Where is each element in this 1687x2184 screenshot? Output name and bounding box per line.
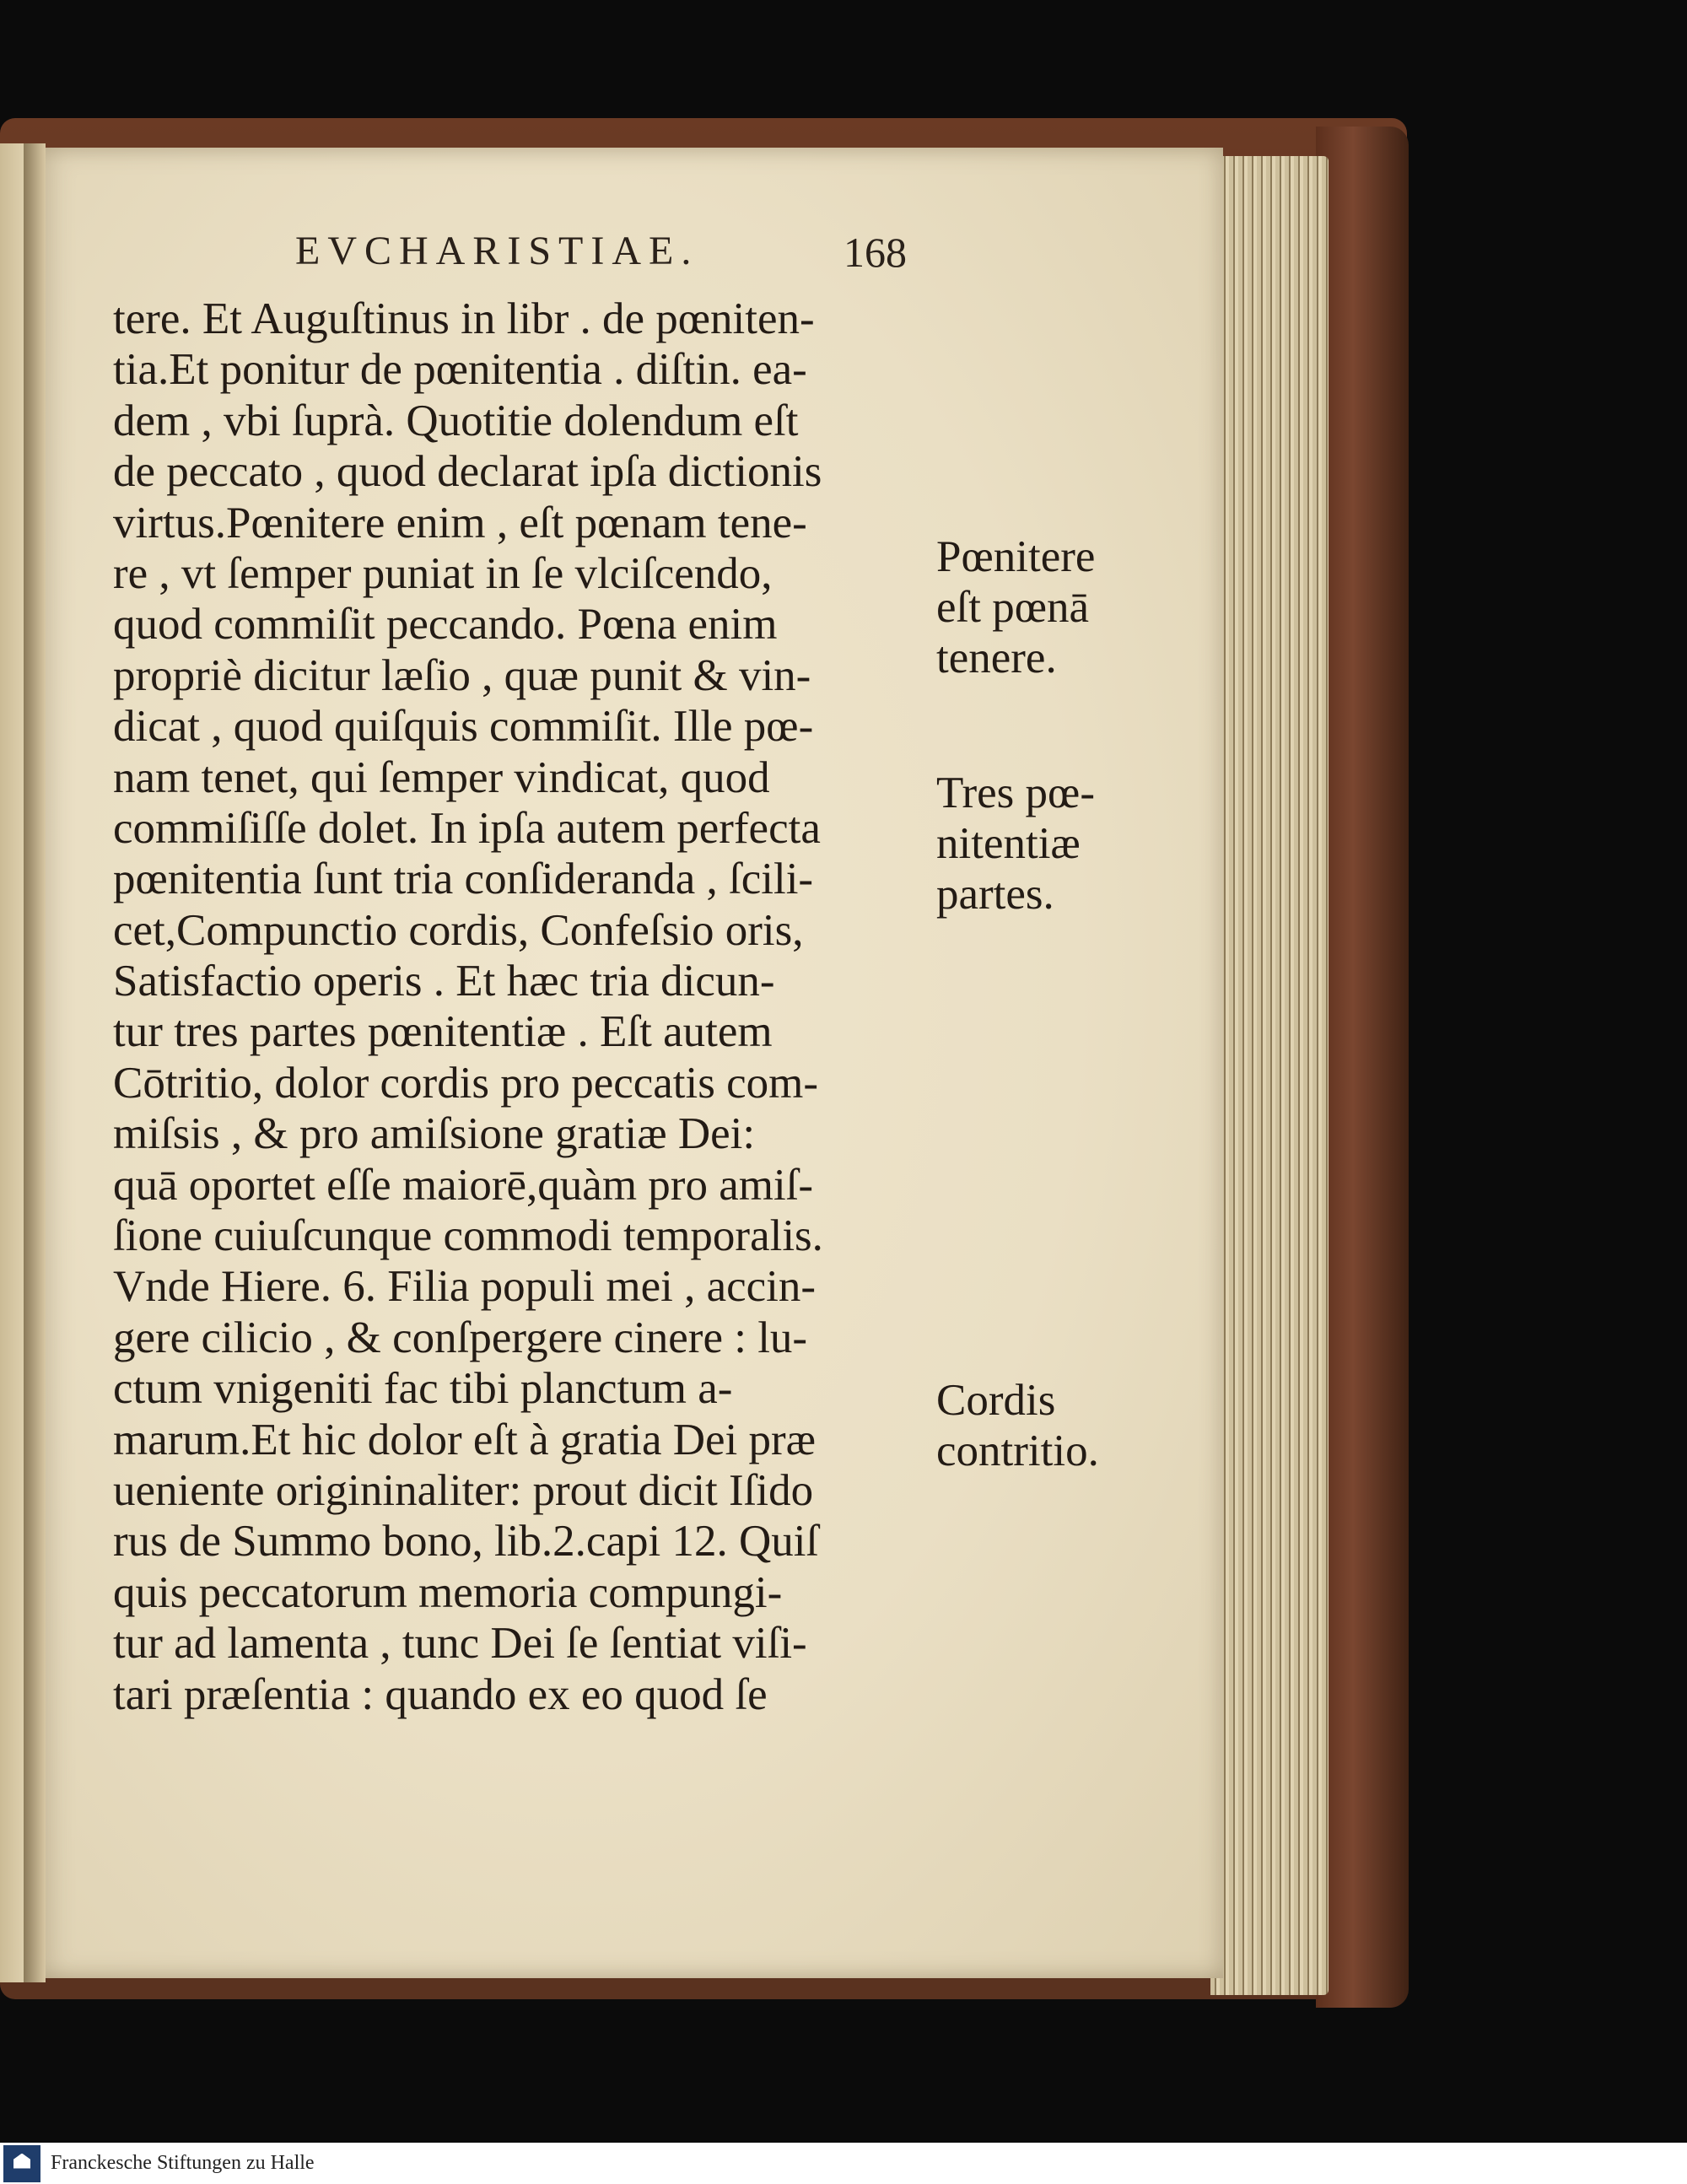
text-line: tari præſentia : quando ex eo quod ſe bbox=[113, 1669, 768, 1719]
marginal-line: contritio. bbox=[936, 1426, 1099, 1475]
text-line: ctum vnigeniti fac tibi planctum a- bbox=[113, 1364, 733, 1414]
text-line: quā oportet eſſe maiorē,quàm pro amiſ- bbox=[113, 1160, 814, 1210]
text-line: marum.Et hic dolor eſt à gratia Dei præ bbox=[113, 1415, 817, 1464]
text-line: ueniente origininaliter: prout dicit Iſido bbox=[113, 1465, 814, 1515]
text-line: Cōtritio, dolor cordis pro peccatis com- bbox=[113, 1058, 819, 1108]
text-line: dem , vbi ſuprà. Quotitie dolendum eſt bbox=[113, 396, 799, 445]
book-spine-edge bbox=[1316, 127, 1409, 2008]
footer-label: Franckesche Stiftungen zu Halle bbox=[51, 2152, 315, 2174]
footer-bar bbox=[0, 2143, 1687, 2184]
text-line: rus de Summo bono, lib.2.capi 12. Quiſ bbox=[113, 1517, 819, 1567]
text-line: tur ad lamenta , tunc Dei ſe ſentiat viſi- bbox=[113, 1619, 807, 1669]
text-line: quis peccatorum memoria compungi- bbox=[113, 1567, 783, 1617]
text-line: nam tenet, qui ſemper vindicat, quod bbox=[113, 752, 770, 802]
text-line: Satisfactio operis . Et hæc tria dicun- bbox=[113, 957, 775, 1006]
running-head: EVCHARISTIAE. bbox=[295, 229, 699, 273]
marginal-line: Pœnitere bbox=[936, 532, 1096, 581]
page-edges bbox=[1210, 156, 1329, 1995]
text-line: quod commiſit peccando. Pœna enim bbox=[113, 600, 778, 650]
marginal-line: eſt pœnā bbox=[936, 583, 1090, 632]
marginal-note bbox=[936, 1375, 1099, 1476]
text-line: ſione cuiuſcunque commodi temporalis. bbox=[113, 1211, 823, 1261]
marginal-line: Cordis bbox=[936, 1376, 1056, 1425]
page-gutter bbox=[24, 143, 46, 1982]
marginal-line: partes. bbox=[936, 870, 1054, 919]
text-line: pœnitentia ſunt tria conſideranda , ſcili- bbox=[113, 855, 814, 904]
page-number: 168 bbox=[844, 229, 907, 276]
body-text bbox=[113, 294, 923, 1720]
text-line: gere cilicio , & conſpergere cinere : lu- bbox=[113, 1313, 808, 1362]
text-line: tia.Et ponitur de pœnitentia . diſtin. ea- bbox=[113, 345, 807, 395]
marginal-note bbox=[936, 768, 1095, 919]
text-line: commiſiſſe dolet. In ipſa autem perfecta bbox=[113, 803, 821, 853]
text-line: cet,Compunctio cordis, Confeſsio oris, bbox=[113, 905, 804, 955]
text-line: re , vt ſemper puniat in ſe vlciſcendo, bbox=[113, 548, 773, 598]
marginal-line: nitentiæ bbox=[936, 819, 1081, 868]
marginal-note bbox=[936, 531, 1095, 683]
institution-logo-icon bbox=[3, 2145, 40, 2182]
text-line: dicat , quod quiſquis commiſit. Ille pœ- bbox=[113, 702, 814, 752]
text-line: propriè dicitur læſio , quæ punit & vin- bbox=[113, 650, 811, 700]
text-line: virtus.Pœnitere enim , eſt pœnam tene- bbox=[113, 498, 807, 547]
text-line: miſsis , & pro amiſsione gratiæ Dei: bbox=[113, 1109, 756, 1159]
marginal-line: Tres pœ- bbox=[936, 768, 1095, 817]
text-line: tur tres partes pœnitentiæ . Eſt autem bbox=[113, 1007, 773, 1057]
text-line: de peccato , quod declarat ipſa dictionis bbox=[113, 447, 822, 497]
marginal-line: tenere. bbox=[936, 634, 1057, 682]
text-line: tere. Et Auguſtinus in libr . de pœniten- bbox=[113, 294, 815, 343]
text-line: Vnde Hiere. 6. Filia populi mei , accin- bbox=[113, 1262, 817, 1312]
